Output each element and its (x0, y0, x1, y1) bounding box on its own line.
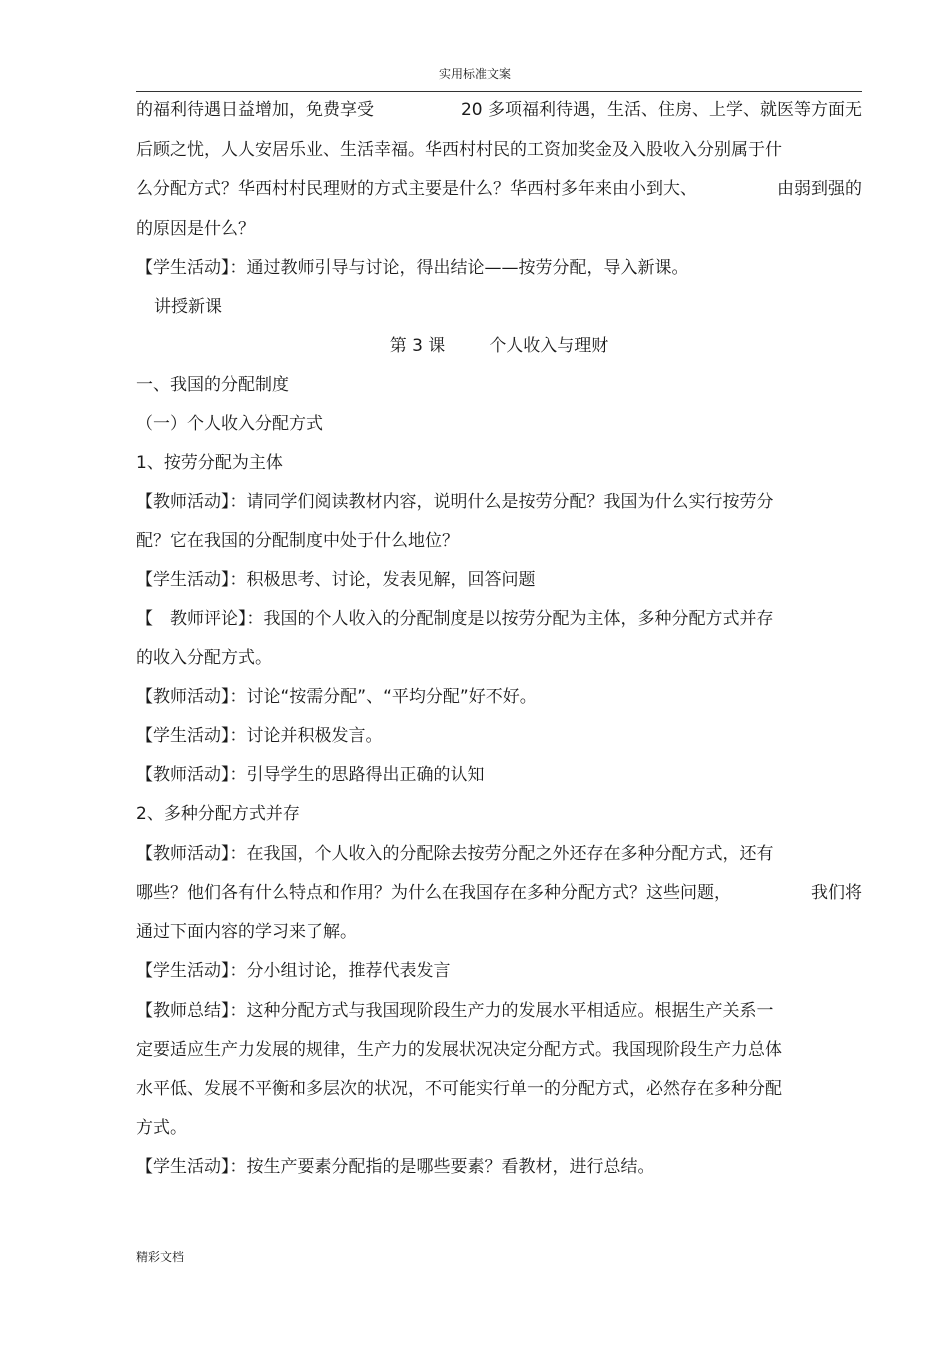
student-activity: 【学生活动】：按生产要素分配指的是哪些要素？看教材，进行总结。 (136, 1157, 655, 1177)
paragraph-line: 定要适应生产力发展的规律，生产力的发展状况决定分配方式。我国现阶段生产力总体 (136, 1040, 782, 1060)
lesson-name: 个人收入与理财 (489, 336, 609, 356)
paragraph-line: 的收入分配方式。 (136, 648, 272, 668)
paragraph-line: 水平低、发展不平衡和多层次的状况，不可能实行单一的分配方式，必然存在多种分配 (136, 1079, 782, 1099)
text-segment: 的福利待遇日益增加，免费享受 (136, 100, 374, 120)
header-divider (136, 91, 862, 92)
paragraph-line: 的原因是什么？ (136, 219, 255, 239)
lesson-title (136, 335, 862, 357)
heading-3: 2、多种分配方式并存 (136, 804, 300, 824)
page-header: 实用标准文案 (438, 67, 511, 81)
text-segment: 么分配方式？华西村村民理财的方式主要是什么？华西村多年来由小到大、 (136, 179, 697, 199)
paragraph-line: 通过下面内容的学习来了解。 (136, 922, 357, 942)
lesson-number: 第 3 课 (389, 336, 446, 356)
text-segment: 由弱到强的 (777, 179, 862, 199)
student-activity: 【学生活动】：讨论并积极发言。 (136, 726, 383, 746)
paragraph-line (136, 178, 862, 200)
student-activity: 【学生活动】：通过教师引导与讨论，得出结论——按劳分配，导入新课。 (136, 258, 689, 278)
page-footer: 精彩文档 (136, 1250, 185, 1264)
teacher-summary: 【教师总结】：这种分配方式与我国现阶段生产力的发展水平相适应。根据生产关系一 (136, 1001, 774, 1021)
heading-1: 一、我国的分配制度 (136, 375, 289, 395)
teacher-activity: 【教师活动】：在我国，个人收入的分配除去按劳分配之外还存在多种分配方式，还有 (136, 844, 774, 864)
paragraph-line (136, 882, 862, 904)
heading-3: 1、按劳分配为主体 (136, 453, 283, 473)
teacher-comment: 【 教师评论】：我国的个人收入的分配制度是以按劳分配为主体，多种分配方式并存 (136, 609, 774, 629)
student-activity: 【学生活动】：积极思考、讨论，发表见解，回答问题 (136, 570, 536, 590)
paragraph-line: 方式。 (136, 1118, 187, 1138)
paragraph-line (136, 99, 862, 121)
teacher-activity: 【教师活动】：请同学们阅读教材内容，说明什么是按劳分配？我国为什么实行按劳分 (136, 492, 774, 512)
teacher-activity: 【教师活动】：讨论“按需分配”、“平均分配”好不好。 (136, 687, 537, 707)
heading-2: （一）个人收入分配方式 (136, 414, 323, 434)
text-segment: 我们将 (811, 883, 862, 903)
text-segment: 哪些？他们各有什么特点和作用？为什么在我国存在多种分配方式？这些问题， (136, 883, 731, 903)
section-label: 讲授新课 (154, 297, 222, 317)
paragraph-line: 配？它在我国的分配制度中处于什么地位？ (136, 531, 459, 551)
paragraph-line: 后顾之忧，人人安居乐业、生活幸福。华西村村民的工资加奖金及入股收入分别属于什 (136, 140, 782, 160)
teacher-activity: 【教师活动】：引导学生的思路得出正确的认知 (136, 765, 485, 785)
student-activity: 【学生活动】：分小组讨论，推荐代表发言 (136, 961, 451, 981)
text-segment: 20 多项福利待遇，生活、住房、上学、就医等方面无 (460, 100, 862, 120)
